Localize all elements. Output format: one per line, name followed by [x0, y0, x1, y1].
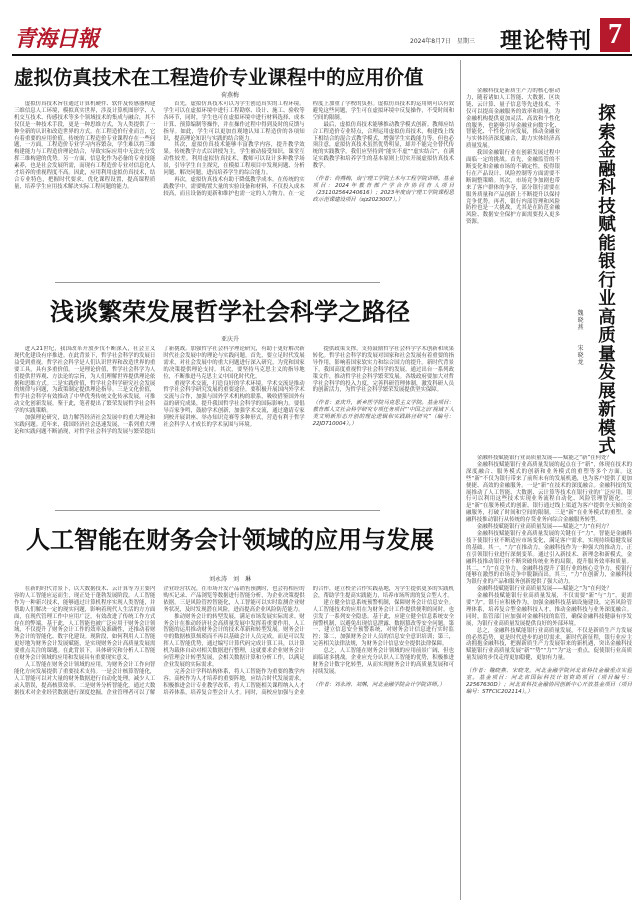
paragraph: 总之，人工智能在财务会计领域的应用前景广阔，但也面临诸多挑战。企业应充分认识人工智能的优势，积极推进财务会计数字化转型，从而实现财务会计的高质量发展和可持续发展。 [312, 648, 454, 675]
paragraph: 人工智能在财务会计领域的应用，为财务会计工作向智能化方向发展提供了重要技术支持。一是会计核算智能化，人工智能可以对大量的财务数据进行自动化处理，减少人工录入错误，提高核算效率。二是财务分析智能化，通过大数据技术对企业经营数据进行深度挖掘，企业管理者可以了解企业经营状况，在市场开发产品销售预测时，也会将相应的购买记录、产品浏览等数据进行智能分析，为企业决策提供依据。三是风险管控智能化，人工智能可以实时监测企业财务状况，及时发现潜在风险，进而提高企业风险防范能力。 [14, 586, 305, 696]
paragraph: 总之，金融科技赋能银行业高质量发展，不仅是新质生产力发展的必然趋势，更是时代进步的迫切需求。新时代新征程，银行业应主动拥抱金融科技，把握新质生产力发展带来的新机遇，突出金融科技赋能银行业高质量发展“新”“势”“力”“为”这一重点，促使银行业高质量发展的步伐走得更加稳健，更加有力量。 [466, 627, 632, 662]
issue-date: 2024年8月7日 星期三 [410, 38, 475, 45]
paragraph: 金融科技赋能银行业高质量发展，不仅需要“新”与“力”，更需要“为”。银行应积极作为，加强金融科技基础设施建设，完善风险管理体系，培养复合型金融科技人才，推动金融科技与业务深度融合。同时，监管部门应加强对金融科技的监管，确保金融科技健康有序发展，为银行业高质量发展提供良好的外部环境。 [466, 593, 632, 627]
side-article-lead [466, 88, 560, 418]
paragraph: 金融科技赋能银行业高质量发展——赋能之“新”在何处？ [476, 455, 612, 461]
newspaper-logo: 青海日報 [14, 26, 99, 52]
page-number: 7 [600, 18, 630, 52]
paragraph: 加强理论研究，助力解答经济社会发展中的重大理论和实践问题。近年来，我国经济社会迅速发展，一系列重大理论和实践问题不断涌现，对哲学社会科学的发展与繁荣提出了新挑战。加强哲学社会科学理论研究，有助于更好解决新时代社会发展中的理论与实践问题。首先，要立足时代发展需求，对社会发展中的重大问题进行深入研究，为党和国家的决策提供理论支持。其次，要坚持马克思主义的指导地位，不断推进马克思主义中国化时代化。 [14, 346, 305, 435]
article-2-title: 浅谈繁荣发展哲学社会科学之路径 [50, 297, 410, 326]
paragraph: 其次，虚拟仿真技术能够丰富教学内容，提升教学效果。传统教学方式以讲授为主，学生被动接受知识，课堂互动性较差。利用虚拟仿真技术，教师可以设计多种教学场景，引导学生自主探究，在模拟工程项目中发现问题、分析问题、解决问题，进而培养学生的综合能力。 [163, 142, 305, 177]
paragraph: 虚拟仿真技术旨在通过计算机硬件、软件及传感器构建三维信息人工环境，模拟真实世界，涉及计算机图形学、人机交互技术、传感技术等多个领域技术的集成与融合，其不仅仅是一种技术手段，更是一种思维方式，为人类提供了一种全新的认识和改造世界的方式。在工程造价行业而言，它有着重要的应用价值。传统的工程造价专业课程存在一些问题，一方面，工程造价专业学习内容繁杂，学生难以将三维构建能力与工程造价理论结合，导致实际应用中无法充分发挥三维构建的优势。另一方面，信息化作为必备的专业技能素养，也是社会发展所需，而现有工程造价专业对信息化人才培养的重视程度不高。因此，应用利用虚拟仿真技术，结合专业特色，把握时代要求，优化课程设置，提高课程质量，培养学生应用技术解决实际工程问题的能力。 [14, 101, 156, 190]
side-article-title: 探索金融科技赋能银行业高质量发展新模式 [598, 104, 616, 457]
paragraph: 金融科技是新质生产力的核心驱动力，随着诸如人工智能、大数据、区块链、云计算、量子信息等先进技术，不仅可以提高金融服务的效率和质量，为金融机构提供更加灵活、高效和个性化的服务，也能够引导金融业向数字化、智能化、个性化方向发展，推动金融业与实体经济深度融合，助力实体经济高质量发展。 [466, 88, 560, 150]
article-1-body [14, 101, 454, 277]
article-3-author: 刘永涛 刘 琳 [208, 576, 251, 583]
author-note: （作者：荷燕梅，南宁理工学院土木与工程学院讲师。基金项目：2024年教育部产学合作协同育人项目（231102564240616）；2023年度南宁理工学院课程思政示范课建设项目（sjz2023007）。） [312, 176, 454, 203]
article-1-title: 虚拟仿真技术在工程造价专业课程中的应用价值 [14, 66, 424, 89]
paragraph: 金融科技赋能银行业高质量发展——赋能之“力”在何方？ [476, 524, 612, 531]
paragraph: 最后，虚拟仿真技术能够推动教学模式创新。教师应结合工程造价专业特点，合理运用虚拟仿真技术，构建线上线下相结合的混合式教学模式，增强学生实践能力等。但也必须注意，虚拟仿真技术虽然优势明显，却并不能完全替代传统的实践教学，我们应坚持到“能实不虚”“虚实结合”，在满足实践教学和培养学生的基本原则上切实开展虚拟仿真技术教学。 [312, 121, 454, 170]
side-article-body [466, 455, 632, 895]
paragraph: 金融科技赋能银行业高质量发展——赋能之“为”在何处？ [476, 586, 612, 593]
article-2-body [14, 346, 454, 502]
author-note: （作者：亚庆升，新乡医学院马克思主义学院。基金项目：教育部人文社会科学研究专项任务项目“‘中国之治’视域下人类文明新形态开创的理论逻辑和实践路径研究”（编号：22JD710004）。） [312, 400, 454, 428]
paragraph: 完善会计学科结构体系，将人工智能作为重要的教学内容。高校作为人才培养的重要阵地，应结合时代发展需求，积极推进会计专业教学改革，将人工智能相关课程纳入人才培养体系，培养复合型会计人才。同时，高校应加强与企业的合作，建立校企合作实践基地，为学生提供更多的实践机会，帮助学生提高实践能力，培养市场所需的复合型人才。 [163, 586, 454, 696]
paragraph: 推动财务会计的转型发展，满足市场发展实际需求。财务会计在推动经济社会高质量发展中发挥着重要作用，人工智能的运用推动财务会计的技术革新和转型发展。财务会计中的数据核算烦琐而不再以基础会计人员完成，而是可以发挥人工智能优势，通过编写计算代码完成计算工具，以计算机为载体自动对相关数据进行整理，这就要求企业财务会计向管理会计转型发展，会相关数据计算和分析工作，以满足企业发展的实际需求。 [163, 613, 305, 668]
author-note: （作者：刘永涛、刘琳，河北金融学院会计学院讲师。） [312, 681, 445, 688]
author-note: （作者：魏晓燕、宋晓龙，河北金融学院河北省科技金融重点实验室。基金项目：河北省国际科技计划资助项目（项目编号：22567630D）；河北省科技金融协同创新中心开放基金项目（项目编号：STFCIC202114）。） [466, 668, 632, 695]
divider [55, 282, 380, 283]
divider [55, 510, 380, 511]
paragraph: 在新的时代背景下，以大数据技术、云计算等为主要内容的人工智能应运而生，现正处于蓬勃发展阶段。人工智能作为一种新兴技术，能够通过计算机程序实现人类智能，并帮助人们解决一定的现实问题，影响着现代人生活的方方面面，在现代管理工作中应用广泛，有效改进了传统工作方式存在的弊端。基于此，人工智能也被广泛应用于财务会计领域，不仅提升了财务会计工作的效率及准确性，还推动着财务会计的智能化、数字化建设。现阶段，如何利用人工智能更好地为财务会计发展赋能，是实现财务会计高质量发展需要重点关注的课题。在此背景下，具体研究和分析人工智能在财务会计领域的应用和发展具有重要现实意义。 [14, 586, 156, 662]
article-3-title: 人工智能在财务会计领域的应用与发展 [26, 525, 434, 554]
article-2-author: 亚庆升 [220, 336, 239, 343]
side-author-1: 魏晓燕 [577, 310, 584, 331]
article-3-body [14, 586, 454, 898]
paragraph: 建立健全信息系统预警机制，保障财务会计信息安全。人工智能技术的应用在为财务会计工作提供便利的同时，也引发了一系列安全隐患。基于此，应建立健全信息系统安全预警机制，以避免出现信息泄露、数据篡改等安全问题。第一，建立信息安全预警系统，对财务会计信息进行实时监控；第二，加强财务会计人员的信息安全意识培训；第三，完善相关法律法规，为财务会计信息安全提供法律保障。 [312, 599, 454, 648]
paragraph: 首先，虚拟仿真技术可以为学生创造真实的工程环境。学生可以在虚拟环境中进行工程勘察、设计、施工、验收等各环节，同时，学生也可在虚拟环境中进行材料选择、成本计算、预算编制等操作，并在操作过程中得到及时的反馈与指导。如此，学生可以更加直观地认知工程造价的各项知识，提高理论知识与实践的结合能力。 [163, 101, 305, 142]
paragraph: 再次，虚拟仿真技术有助于降低教学成本。在传统的实践教学中，需要购置大量的实验设备和材料，不仅投入成本较高，而且设备的更新和维护也需一定的人力物力，在一定程度上加重了学校的负担。虚拟仿真技术的运用则可以有效避免这些问题，学生可在虚拟环境中反复操作，不受时间和空间的限制。 [163, 101, 454, 197]
paragraph: 金融科技赋能银行业高质量发展的关键在于“力”。智能是金融科技下使银行业不断适应市场变化，满足客户需求，实现持续稳健发展的基础。其一，“力”在推动力，金融科技作为一种强大的推动力，正在引领银行业进行深刻变革。通过引入新技术、新理念和新模式，金融科技推动银行业不断突破传统业务的局限，提升服务效率和质量。其二，“力”在竞争力，金融科技提升了银行业的核心竞争力，使银行能够在激烈的市场竞争中脱颖而出。其三，“力”在创新力，金融科技为银行业的产品和服务创新提供了强大动力。 [466, 530, 632, 586]
paragraph: 提供政策支撑，支持鼓励哲学社会科学学术创新和成果转化。哲学社会科学的发展对国家和社会发展有着重要的指导作用，影响着国家软实力和综合国力的提升。新时代背景下，我国高度重视哲学社会科学的发展，通过出台一系列政策文件，推动哲学社会科学繁荣发展。各级政府要加大对哲学社会科学的投入力度，完善科研管理体制，激发科研人员的创新活力，为哲学社会科学繁荣发展提供坚实保障。 [312, 346, 454, 394]
column-divider [460, 60, 461, 900]
section-title: 理论特刊 [500, 29, 593, 54]
paragraph: 我国金融银行业在创新发展过程中面临一定的挑战。首先，金融监管的不断变化和金融市场的不确定性，使得银行在产品设计、风险控制等方面需要不断调整策略。其次，市场竞争加剧也带来了客户群体的争夺，部分银行需要在服务质量和产品创新上不断提升以保持竞争优势。再者，银行内部管理和风险防控也是一大挑战，尤其是在防范金融风险、数据安全保护方面需要投入更多资源。 [466, 150, 560, 226]
paragraph: 金融科技赋能银行业高质量发展的起点在于“新”，体现在技术的深度融合、服务模式的创新和业务模式的重塑等多个方面。这些“新”不仅为银行带来了前所未有的发展机遇，也为客户提供了更加便捷、高效的金融服务。一是“新”在技术的深度融合。金融科技的发展推动了人工智能、大数据、云计算等技术在银行业的广泛应用，银行可以利用这些技术实现业务流程自动化、风险管理智能化。二是“新”在服务模式的创新，银行通过线上渠道为客户提供全天候的金融服务，打破了时间和空间的限制。三是“新”在业务模式的重塑，金融科技推动银行从传统的存贷业务向综合金融服务转型。 [466, 461, 632, 524]
paragraph: 进入21世纪，我国改革开放步伐不断深入，社会主义现代化建设有序推进。在此背景下，哲学社会科学的发展日益受到重视。哲学社会科学是人们认识世界和改造世界的重要工具，具有多重价值。一是理论价值，哲学社会科学为人们提供世界观、方法论的宗旨，为人们理解世界提供理论依据和思维方式。二是实践价值，哲学社会科学研究社会发展的规律与问题，为政策制定提供理论指导。三是文化价值，哲学社会科学有效推动了中华优秀传统文化传承发展，可推动文化创新发展。鉴于此，笔者提出了繁荣发展哲学社会科学的实践策略。 [14, 346, 156, 415]
paragraph: 重视学术交流，打造良好的学术环境。学术交流是推动哲学社会科学研究发展的重要途径。要积极开展国内外学术交流与合作，加强与国外学术机构的联系，吸收借鉴国外有益的研究成果，提升我国哲学社会科学的国际影响力。要倡导百家争鸣，鼓励学术创新，加强学术交流，通过邀请专家到校开展讲座、举办知识竞赛等多种形式，营造有利于哲学社会科学人才成长的学术氛围与环境。 [163, 380, 305, 428]
side-author-2: 宋晓龙 [577, 345, 584, 366]
masthead-rule [12, 54, 632, 56]
article-1-author: 荷燕梅 [220, 92, 239, 99]
